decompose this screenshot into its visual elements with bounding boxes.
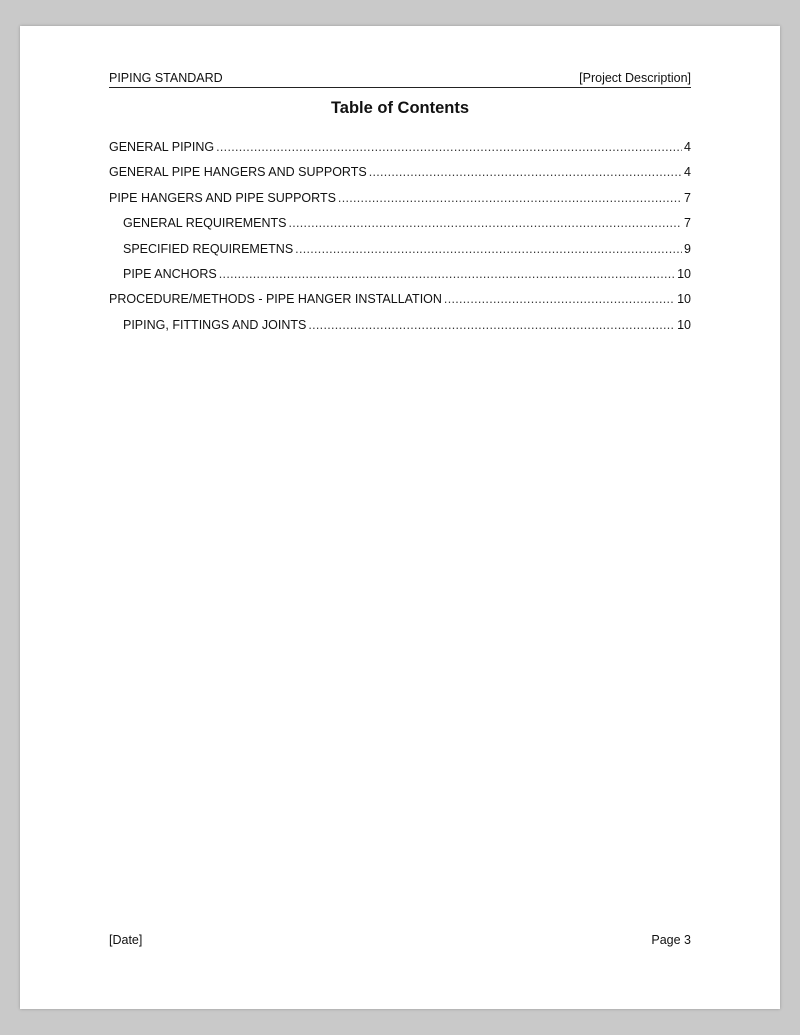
toc-entry-page: 4 bbox=[684, 140, 691, 154]
toc-dot-leader bbox=[308, 318, 675, 333]
toc-entry-label: PIPE HANGERS AND PIPE SUPPORTS bbox=[109, 190, 336, 205]
toc-dot-leader bbox=[216, 140, 682, 155]
table-of-contents bbox=[109, 140, 691, 343]
toc-entry[interactable] bbox=[109, 242, 691, 267]
toc-entry[interactable] bbox=[109, 216, 691, 241]
document-page bbox=[20, 26, 780, 1009]
toc-entry-label: GENERAL REQUIREMENTS bbox=[123, 216, 287, 231]
toc-entry-label: PROCEDURE/METHODS - PIPE HANGER INSTALLATION bbox=[109, 292, 442, 307]
toc-entry-page: 10 bbox=[677, 317, 691, 332]
toc-entry-label: PIPE ANCHORS bbox=[123, 266, 217, 281]
toc-dot-leader bbox=[219, 267, 675, 282]
toc-entry-page: 7 bbox=[684, 216, 691, 231]
toc-entry[interactable] bbox=[109, 165, 691, 190]
toc-entry[interactable] bbox=[109, 292, 691, 317]
header-project-description: [Project Description] bbox=[579, 71, 691, 85]
toc-dot-leader bbox=[444, 292, 675, 307]
toc-title: Table of Contents bbox=[330, 99, 470, 117]
toc-entry[interactable] bbox=[109, 267, 691, 292]
header-title: PIPING STANDARD bbox=[109, 71, 223, 85]
page-header bbox=[109, 71, 691, 88]
footer-date: [Date] bbox=[109, 933, 143, 947]
toc-entry-page: 7 bbox=[684, 190, 691, 205]
toc-entry[interactable] bbox=[109, 318, 691, 343]
toc-entry-label: PIPING, FITTINGS AND JOINTS bbox=[123, 317, 307, 332]
toc-entry-label: SPECIFIED REQUIREMETNS bbox=[123, 241, 294, 256]
toc-entry-page: 10 bbox=[677, 292, 691, 307]
toc-dot-leader bbox=[369, 165, 682, 180]
toc-entry-page: 4 bbox=[684, 165, 691, 180]
toc-entry[interactable] bbox=[109, 191, 691, 216]
toc-dot-leader bbox=[338, 191, 682, 206]
toc-dot-leader bbox=[288, 216, 682, 231]
toc-entry[interactable] bbox=[109, 140, 691, 165]
toc-entry-label: GENERAL PIPE HANGERS AND SUPPORTS bbox=[109, 165, 367, 180]
footer-page-number: Page 3 bbox=[651, 933, 691, 947]
toc-dot-leader bbox=[295, 242, 682, 257]
toc-entry-page: 10 bbox=[677, 266, 691, 281]
toc-entry-page: 9 bbox=[684, 241, 691, 256]
toc-entry-label: GENERAL PIPING bbox=[109, 140, 215, 154]
